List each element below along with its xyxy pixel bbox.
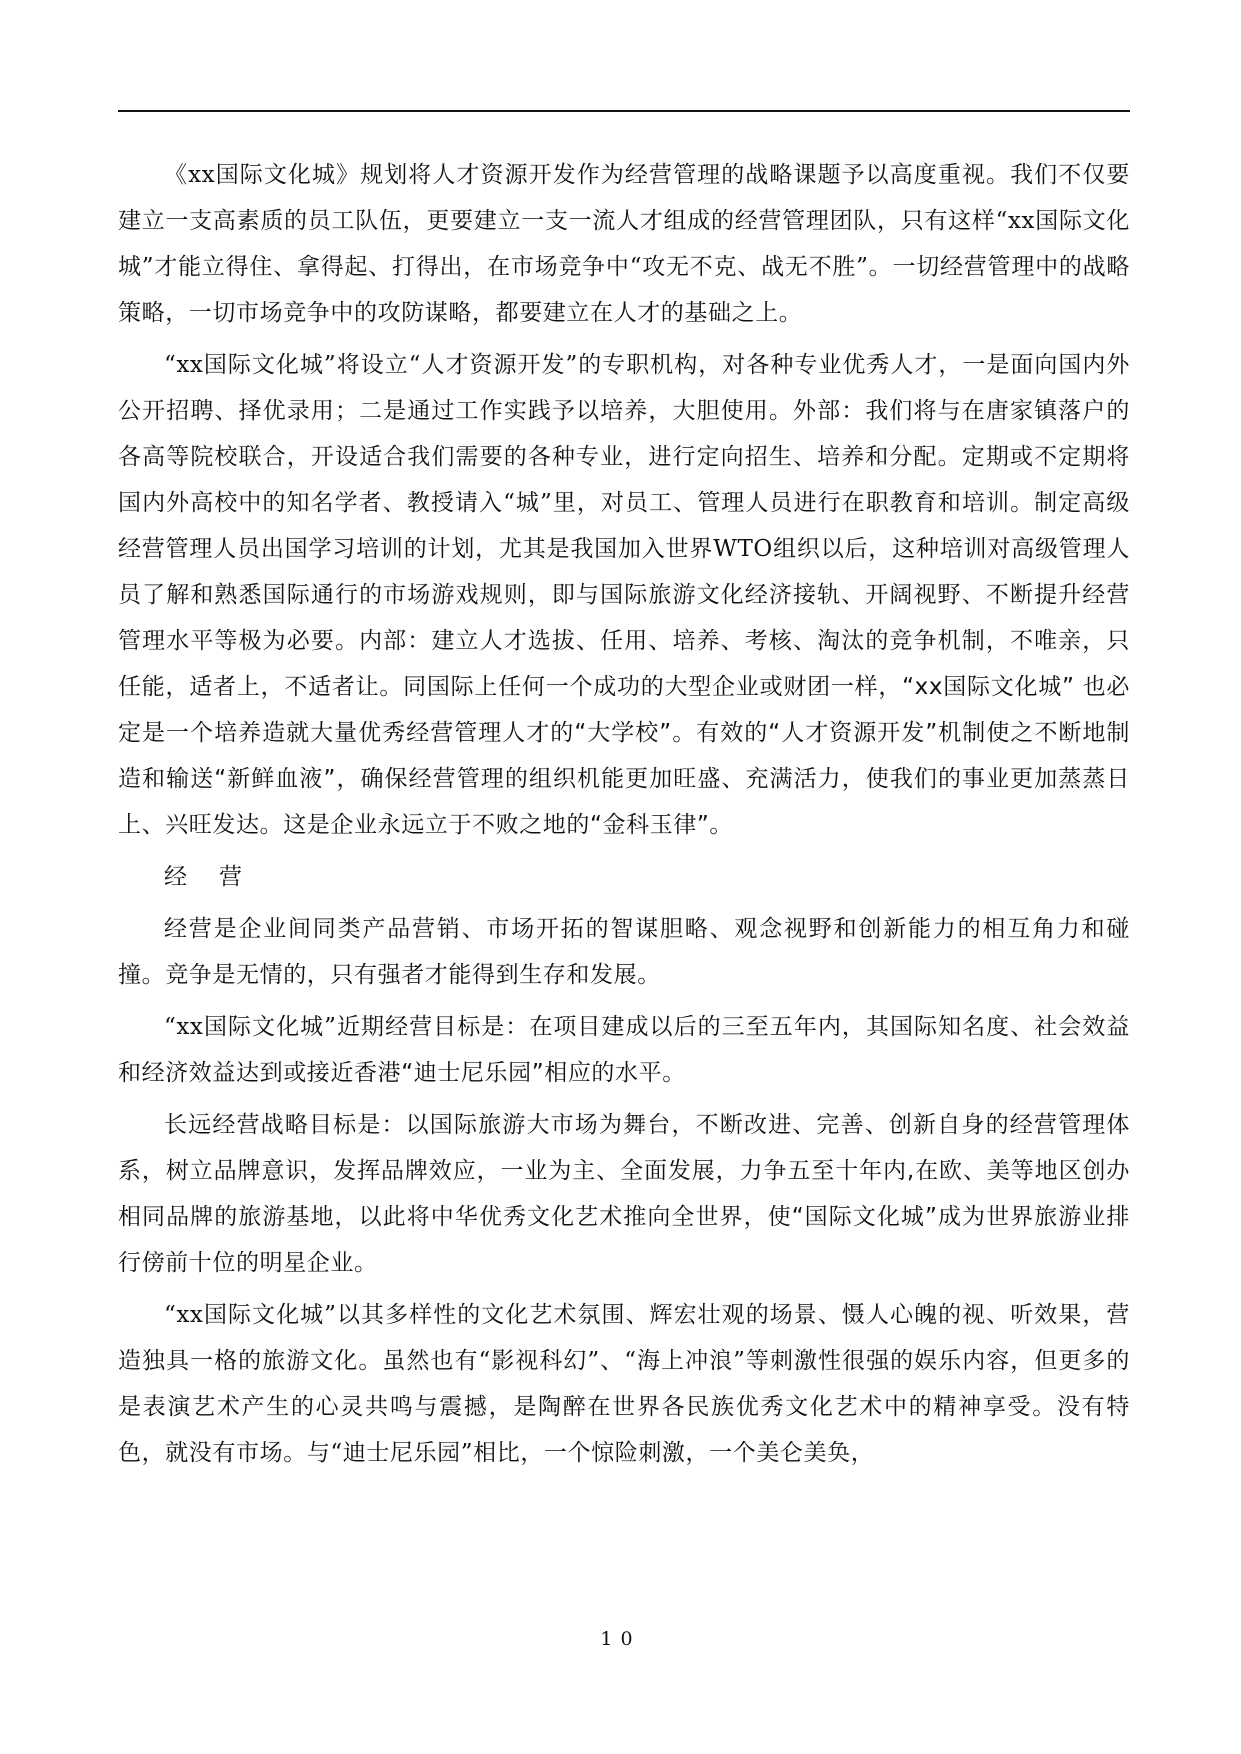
paragraph-near-term-goal [118,1004,1130,1096]
paragraph-text: “xx国际文化城”将设立“人才资源开发”的专职机构，对各种专业优秀人才，一是面向国内外公开招聘、择优录用；二是通过工作实践予以培养，大胆使用。外部：我们将与在唐家镇落户的各高等院校联合，开设适合我们需要的各种专业，进行定向招生、培养和分配。定期或不定期将国内外高校中的知名学者、教授请入“城”里，对员工、管理人员进行在职教育和培训。制定高级经营管理人员出国学习培训的计划，尤其是我国加入世界WTO组织以后，这种培训对高级管理人员了解和熟悉国际通行的市场游戏规则，即与国际旅游文化经济接轨、开阔视野、不断提升经营管理水平等极为必要。内部：建立人才选拔、任用、培养、考核、淘汰的竞争机制，不唯亲，只任能，适者上，不适者让。 [118,352,1130,700]
paragraph-text: “xx国际文化城” [164,1014,337,1040]
body-text [118,152,1130,1482]
paragraph-text: 《xx国际文化城》规划将人才资源开发作为经营管理的战略课题予以高度重视。我们不仅要建立一支高素质的员工队伍，更要建立一支一流人才组成的经营管理团队，只有这样“xx国际文化城”才能立得住、拿得起、打得出，在市场竞争中“攻无不克、战无不胜”。 [118,162,1130,280]
paragraph-text: “xx国际文化城”以其多样性的文化艺术氛围、辉宏壮观的场景、慑人心魄的视、听效果，营造独具一格的旅游文化。虽然也有“影视科幻”、“海上冲浪”等刺激性很强的娱乐内容，但更多的是表演艺术产生的心灵共鸣与震撼，是陶醉在世界各民族优秀文化艺术中的精神享受。 [118,1302,1130,1420]
section-heading-operations: 经营 [164,864,274,890]
paragraph-emphasis: 没有特色，就没有市场。 [118,1394,1130,1466]
paragraph-emphasis: 近期经营目标是：在项目建成以后的三至五年内，其国际知名度、社会效益和经济效益达到或接近香港“迪士尼乐园”相应的水平。 [118,1014,1130,1086]
paragraph-talent-development [118,342,1130,848]
paragraph-talent-strategy [118,152,1130,336]
paragraph-emphasis: 同国际上任何一个成功的大型企业或财团一样，“xx国际文化城” 也必定是一个培养造就大量优秀经营管理人才的“大学校”。有效的“人才资源开发”机制使之不断地制造和输送“新鲜血液”，确保经营管理的组织机能更加旺盛、充满活力，使我们的事业更加蒸蒸日上、兴旺发达。这是企业永远立于不败之地的“金科玉律”。 [118,674,1130,838]
paragraph-cultural-positioning [118,1292,1130,1476]
paragraph-operations-definition: 经营是企业间同类产品营销、市场开拓的智谋胆略、观念视野和创新能力的相互角力和碰撞。竞争是无情的，只有强者才能得到生存和发展。 [118,916,1130,988]
page-number: 10 [600,1628,641,1650]
paragraph-text: 与“迪士尼乐园”相比，一个惊险刺激，一个美仑美奂， [306,1440,875,1466]
paragraph-emphasis: 一切经营管理中的战略策略，一切市场竞争中的攻防谋略，都要建立在人才的基础之上。 [118,254,1130,326]
paragraph-long-term-goal: 长远经营战略目标是：以国际旅游大市场为舞台，不断改进、完善、创新自身的经营管理体系，树立品牌意识，发挥品牌效应，一业为主、全面发展，力争五至十年内,在欧、美等地区创办相同品牌的旅游基地，以此将中华优秀文化艺术推向全世界，使“国际文化城”成为世界旅游业排行傍前十位的明星企业。 [118,1112,1130,1276]
header-rule [118,110,1130,112]
